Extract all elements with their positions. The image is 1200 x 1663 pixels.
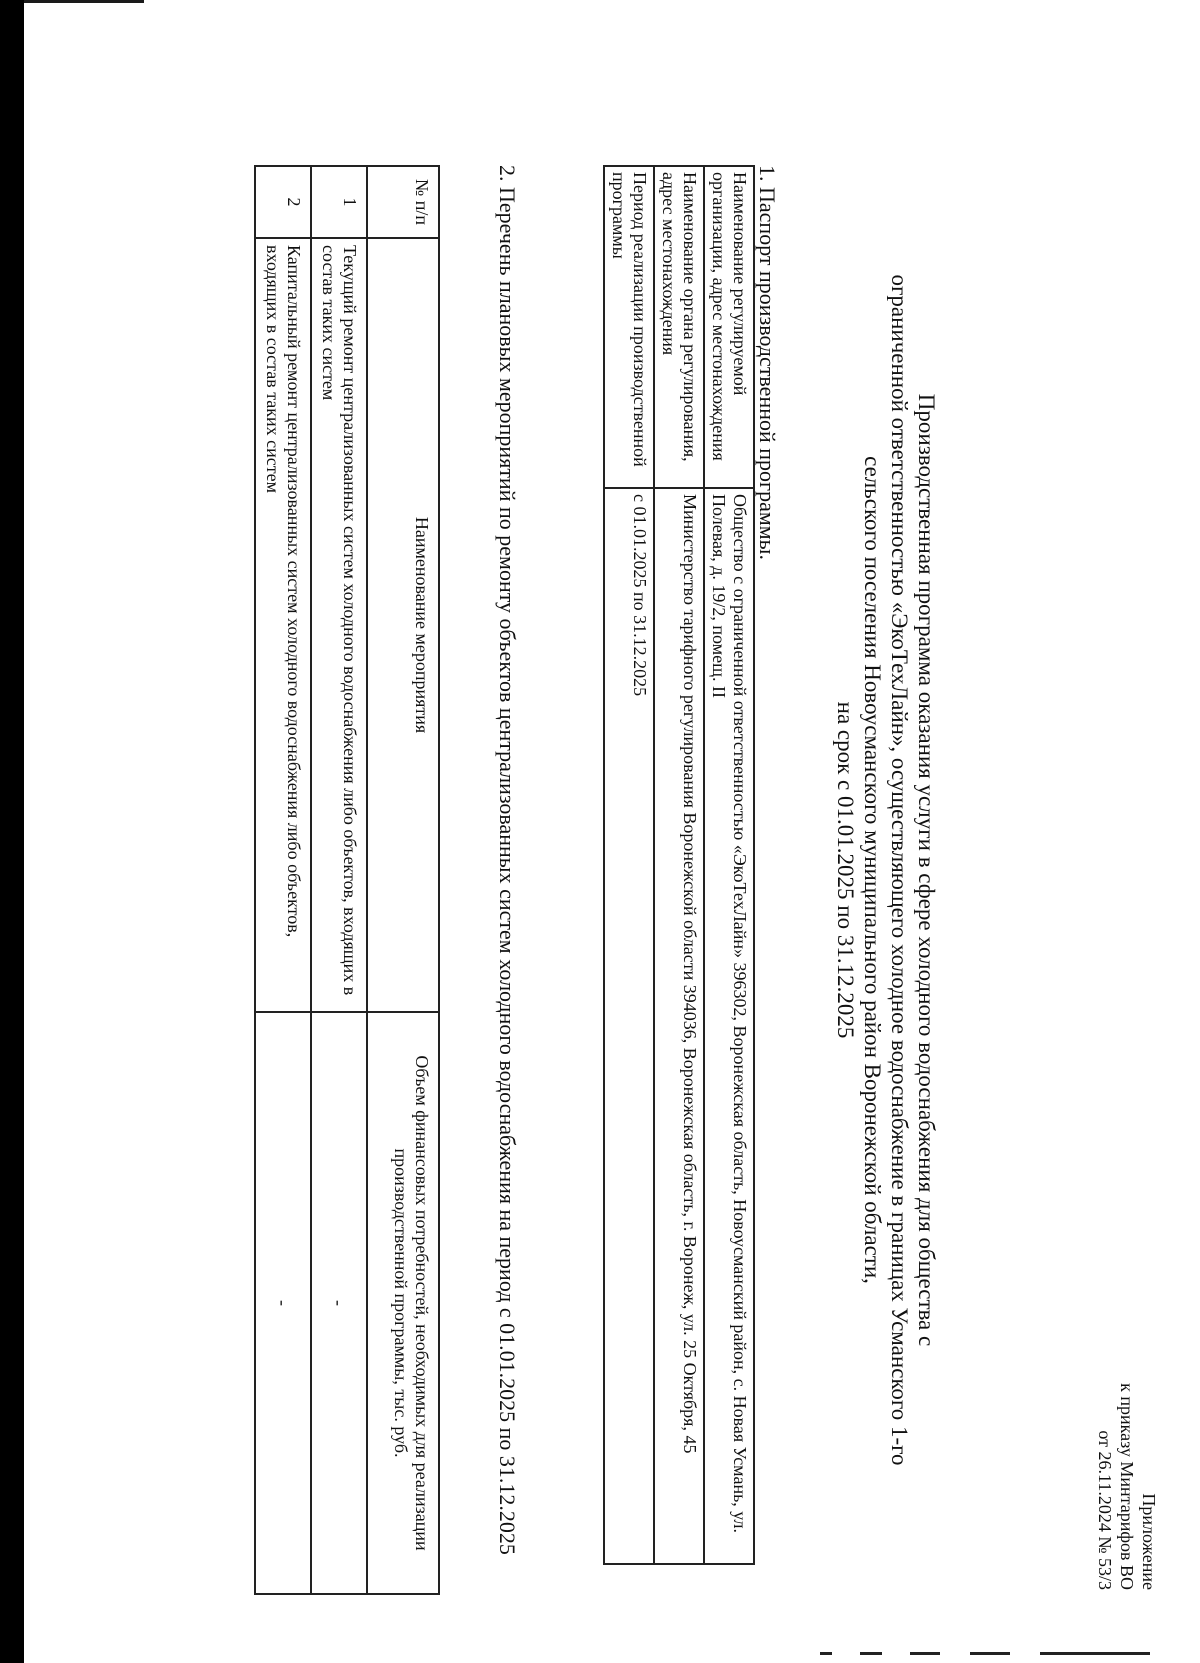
table-row [604,166,654,1564]
events-table [254,165,440,1595]
table-cell-label: Наименование регулируемой организации, адрес местонахождения [704,166,754,488]
table-cell-label: Период реализации производственной программы [604,166,654,488]
title-line: Производственная программа оказания услуги в сфере холодного водоснабжения для общества с [914,393,939,1347]
passport-heading: 1. Паспорт производственной программы. [755,165,780,560]
table-cell-value: с 01.01.2025 по 31.12.2025 [604,488,654,1564]
cell-volume: - [255,1012,311,1594]
table-row [654,166,704,1564]
cell-name: Капитальный ремонт централизованных систем холодного водоснабжения либо объектов, входящих в состав таких систем [255,238,311,1012]
table-row [255,166,311,1594]
header-name: Наименование мероприятия [367,238,439,1012]
appendix-line: от 26.11.2024 № 53/3 [1095,1430,1115,1590]
passport-table [603,165,755,1565]
appendix-line: к приказу Минтарифов ВО [1117,1383,1137,1590]
title-line: ограниченной ответственностью «ЭкоТехЛайн», осуществляющего холодное водоснабжение в границах Усманского 1-го [887,274,912,1466]
table-header-row [367,166,439,1594]
table-row [704,166,754,1564]
title-line: на срок с 01.01.2025 по 31.12.2025 [833,701,858,1039]
appendix-line: Приложение [1139,1493,1159,1590]
table-cell-label: Наименование органа регулирования, адрес местонахождения [654,166,704,488]
header-volume: Объем финансовых потребностей, необходимых для реализации производственной программы, тыс. руб. [367,1012,439,1594]
scan-artifact [24,0,144,3]
cell-num: 2 [255,166,311,238]
scan-edge [0,0,24,1663]
table-row [311,166,367,1594]
cell-name: Текущий ремонт централизованных систем холодного водоснабжения либо объектов, входящих в состав таких систем [311,238,367,1012]
cell-num: 1 [311,166,367,238]
events-heading: 2. Перечень плановых мероприятий по ремонту объектов централизованных систем холодного водоснабжения на период с 01.01.2025 по 31.12.2025 [495,165,520,1555]
cell-volume: - [311,1012,367,1594]
header-num: № п/п [367,166,439,238]
document-title [832,140,940,1600]
title-line: сельского поселения Новоусманского муниципального район Воронежской области, [860,456,885,1284]
scan-artifact [820,1652,1160,1656]
table-cell-value: Общество с ограниченной ответственностью «ЭкоТехЛайн» 396302, Воронежская область, Новоусманский район, с. Новая Усмань, ул. Полевая, д. 19/2, помещ. II [704,488,754,1564]
appendix-note [1094,1383,1160,1590]
rotated-document [140,70,1200,1640]
table-cell-value: Министерство тарифного регулирования Воронежской области 394036, Воронежская область, г. Воронеж, ул. 25 Октября, 45 [654,488,704,1564]
